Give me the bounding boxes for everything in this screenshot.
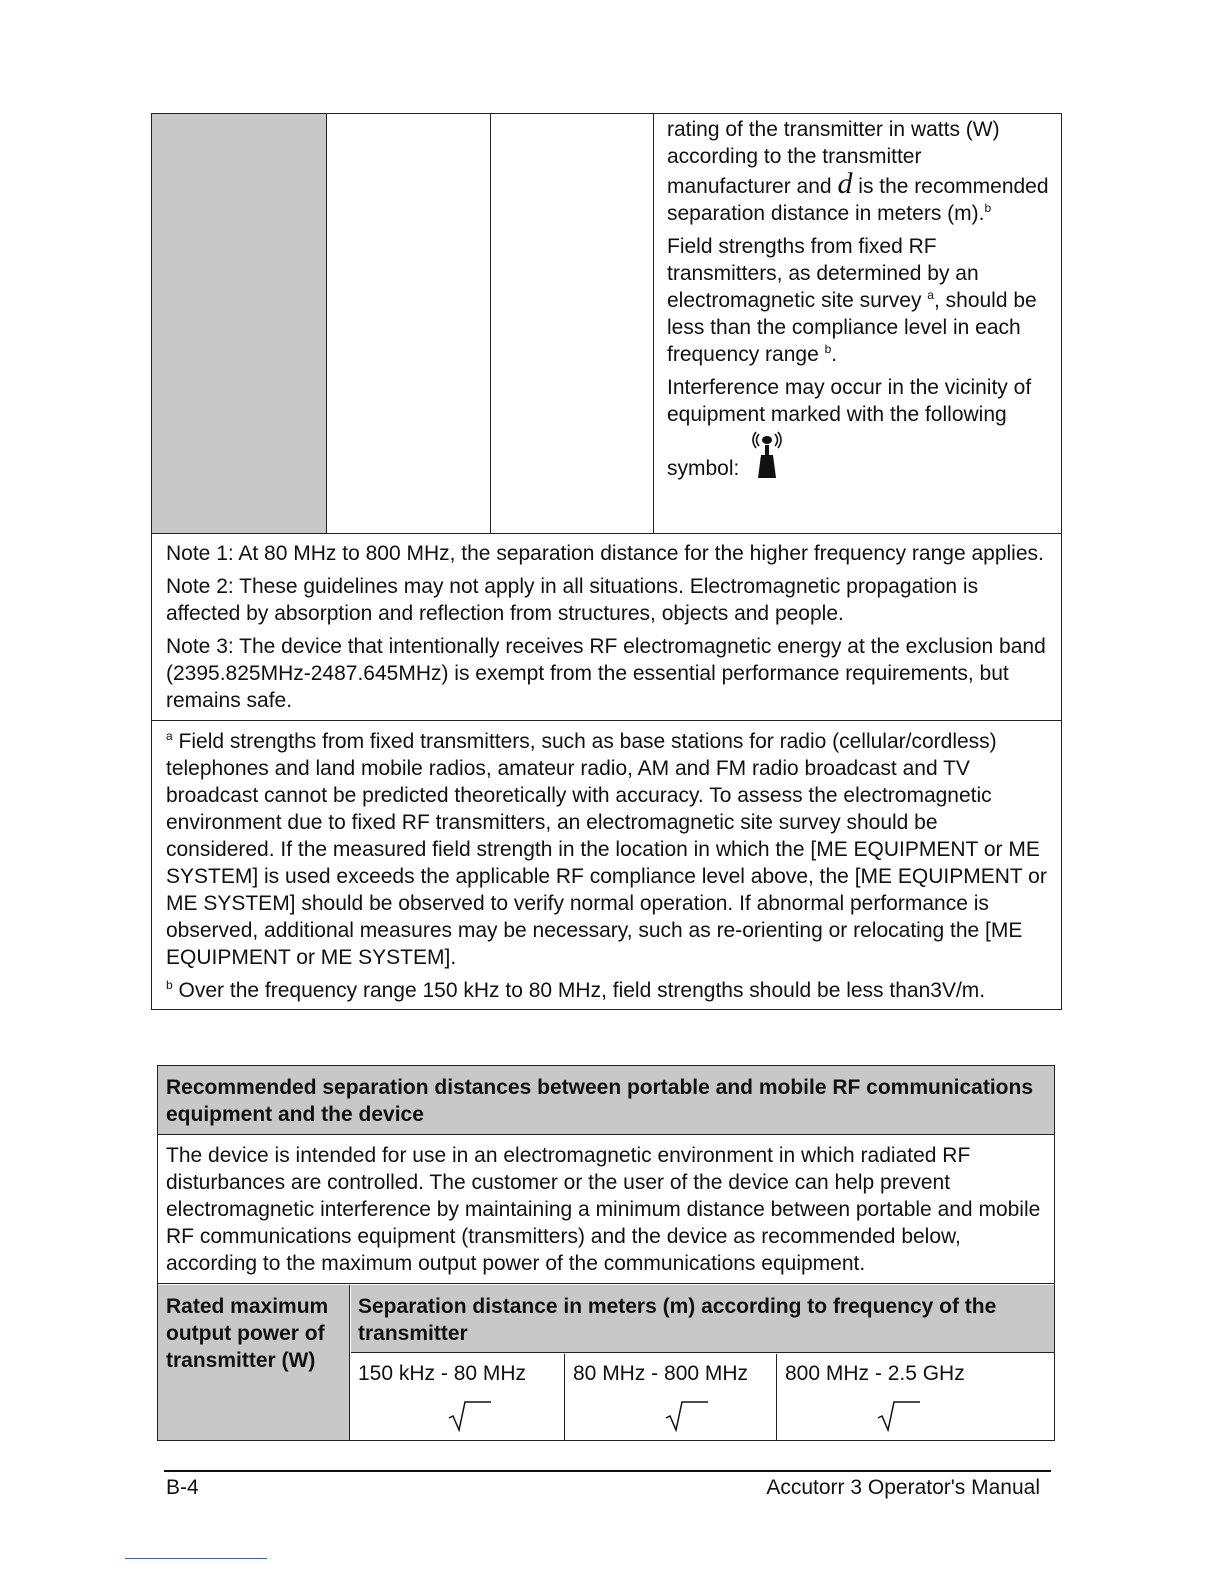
guidance-description-cell bbox=[654, 114, 1061, 533]
column-label: 150 kHz - 80 MHz bbox=[358, 1362, 527, 1385]
square-root-icon bbox=[447, 1398, 493, 1432]
table-cell bbox=[491, 114, 654, 533]
table-cell bbox=[327, 114, 491, 533]
footnote-a: $^a$ Field strengths from fixed transmitters, such as base stations for radio (cellular/cordless) telephones and land mobile radios, amateur radio, AM and FM radio broadcast and TV broadcast cannot be predicted theoretically with accuracy. To assess the electromagnetic environment due to fixed RF transmitters, an electromagnetic site survey should be considered. If the measured field strength in the location in which the [ME EQUIPMENT or ME SYSTEM] is used exceeds the applicable RF compliance level above, the [ME EQUIPMENT or ME SYSTEM] should be observed to verify normal operation. If abnormal performance is observed, additional measures may be necessary, such as re-orienting or relocating the [ME EQUIPMENT or ME SYSTEM]. bbox=[166, 729, 1047, 969]
separation-distance-header: Separation distance in meters (m) according to frequency of the transmitter bbox=[351, 1285, 1054, 1353]
table-row bbox=[152, 114, 1061, 534]
footnote-b: $^b$ Over the frequency range 150 kHz to 80 MHz, field strengths should be less than3V/m. bbox=[166, 978, 986, 1002]
note-3: Note 3: The device that intentionally receives RF electromagnetic energy at the exclusion band (2395.825MHz-2487.645MHz) is exempt from the essential performance requirements, but remains safe. bbox=[166, 635, 1046, 712]
desc-paragraph-3: Interference may occur in the vicinity of equipment marked with the following bbox=[667, 376, 1032, 426]
note-2: Note 2: These guidelines may not apply in all situations. Electromagnetic propagation is affected by absorption and reflection from structures, objects and people. bbox=[166, 575, 979, 625]
footer-divider bbox=[164, 1470, 1051, 1472]
table-intro: The device is intended for use in an electromagnetic environment in which radiated RF disturbances are controlled. The customer or the user of the device can help prevent electromagnetic interference by maintaining a minimum distance between portable and mobile RF communications equipment (transmitters) and the device as recommended below, according to the maximum output power of the communications equipment. bbox=[158, 1136, 1054, 1284]
frequency-column-1 bbox=[351, 1354, 565, 1440]
rated-power-header: Rated maximum output power of transmitter (W) bbox=[158, 1285, 350, 1440]
column-label: 800 MHz - 2.5 GHz bbox=[785, 1362, 965, 1385]
square-root-icon bbox=[664, 1398, 710, 1432]
notes-cell bbox=[152, 534, 1061, 721]
emc-guidance-table bbox=[151, 113, 1062, 1010]
table-cell-shaded bbox=[152, 114, 327, 533]
non-ionizing-radiation-icon bbox=[747, 428, 787, 482]
page-number: B-4 bbox=[166, 1476, 199, 1499]
note-1: Note 1: At 80 MHz to 800 MHz, the separation distance for the higher frequency range applies. bbox=[166, 542, 1044, 565]
desc-paragraph-2: Field strengths from fixed RF transmitters, as determined by an electromagnetic site survey $^a$, should be less than the compliance level in each frequency range $^b$. bbox=[667, 235, 1037, 366]
symbol-line: symbol: bbox=[667, 428, 1049, 482]
manual-title: Accutorr 3 Operator's Manual bbox=[766, 1476, 1040, 1499]
frequency-column-2 bbox=[566, 1354, 777, 1440]
footer-rule bbox=[125, 1558, 267, 1559]
separation-distance-table bbox=[157, 1065, 1055, 1441]
desc-paragraph-1: rating of the transmitter in watts (W) according to the transmitter manufacturer and d is the recommended separation distance in meters (m).$^b$ bbox=[667, 118, 1049, 225]
footnotes-cell bbox=[152, 722, 1061, 1009]
table-title: Recommended separation distances between portable and mobile RF communications equipment and the device bbox=[158, 1066, 1054, 1135]
frequency-column-3 bbox=[778, 1354, 1054, 1440]
square-root-icon bbox=[876, 1398, 922, 1432]
column-label: 80 MHz - 800 MHz bbox=[573, 1362, 749, 1385]
